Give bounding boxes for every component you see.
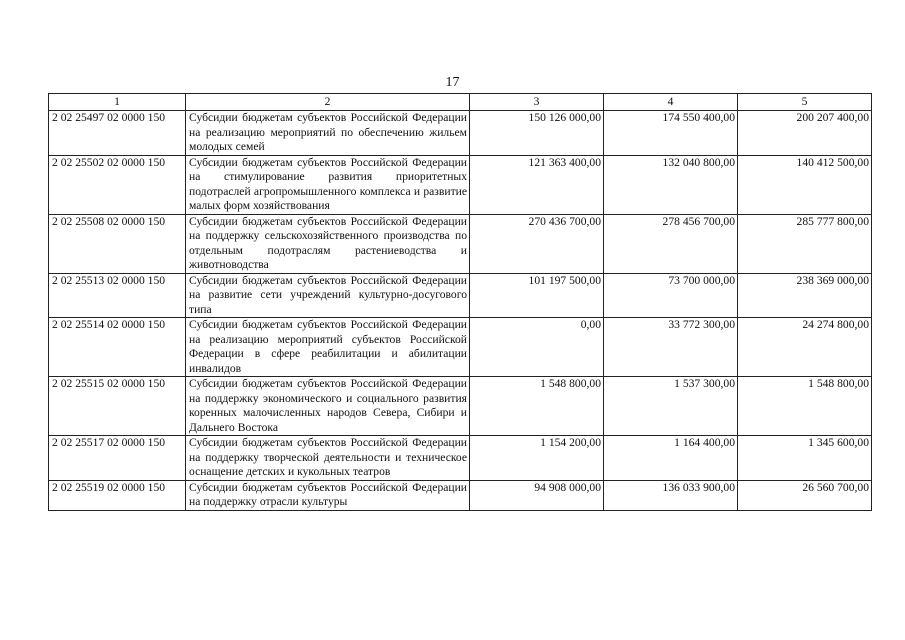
description-cell: Субсидии бюджетам субъектов Российской Федерации на поддержку сельскохозяйственного производства по отдельным подотраслям растениеводства и животноводства bbox=[186, 214, 470, 273]
description-cell: Субсидии бюджетам субъектов Российской Федерации на стимулирование развития приоритетных подотраслей агропромышленного комплекса и развитие малых форм хозяйствования bbox=[186, 155, 470, 214]
amount-col4-cell: 1 537 300,00 bbox=[604, 377, 738, 436]
table-header bbox=[49, 94, 872, 111]
amount-col5-cell: 24 274 800,00 bbox=[738, 318, 872, 377]
amount-col3-cell: 1 548 800,00 bbox=[470, 377, 604, 436]
budget-table bbox=[48, 93, 872, 511]
amount-col4-cell: 132 040 800,00 bbox=[604, 155, 738, 214]
table-row bbox=[49, 377, 872, 436]
description-cell: Субсидии бюджетам субъектов Российской Федерации на реализацию мероприятий по обеспечению жильем молодых семей bbox=[186, 111, 470, 156]
budget-code-cell: 2 02 25513 02 0000 150 bbox=[49, 273, 186, 318]
column-header-5: 5 bbox=[738, 94, 872, 111]
amount-col3-cell: 121 363 400,00 bbox=[470, 155, 604, 214]
amount-col4-cell: 136 033 900,00 bbox=[604, 480, 738, 510]
amount-col5-cell: 238 369 000,00 bbox=[738, 273, 872, 318]
amount-col3-cell: 150 126 000,00 bbox=[470, 111, 604, 156]
column-header-1: 1 bbox=[49, 94, 186, 111]
budget-code-cell: 2 02 25519 02 0000 150 bbox=[49, 480, 186, 510]
amount-col5-cell: 200 207 400,00 bbox=[738, 111, 872, 156]
page-number: 17 bbox=[445, 75, 460, 90]
amount-col5-cell: 26 560 700,00 bbox=[738, 480, 872, 510]
description-cell: Субсидии бюджетам субъектов Российской Федерации на поддержку экономического и социального развития коренных малочисленных народов Севера, Сибири и Дальнего Востока bbox=[186, 377, 470, 436]
table-row bbox=[49, 155, 872, 214]
description-cell: Субсидии бюджетам субъектов Российской Федерации на поддержку отрасли культуры bbox=[186, 480, 470, 510]
amount-col5-cell: 140 412 500,00 bbox=[738, 155, 872, 214]
column-header-3: 3 bbox=[470, 94, 604, 111]
table-body bbox=[49, 111, 872, 511]
amount-col4-cell: 33 772 300,00 bbox=[604, 318, 738, 377]
budget-code-cell: 2 02 25517 02 0000 150 bbox=[49, 436, 186, 481]
amount-col5-cell: 1 345 600,00 bbox=[738, 436, 872, 481]
amount-col3-cell: 94 908 000,00 bbox=[470, 480, 604, 510]
description-cell: Субсидии бюджетам субъектов Российской Федерации на реализацию мероприятий субъектов Российской Федерации в сфере реабилитации и абилитации инвалидов bbox=[186, 318, 470, 377]
amount-col3-cell: 101 197 500,00 bbox=[470, 273, 604, 318]
column-header-4: 4 bbox=[604, 94, 738, 111]
amount-col3-cell: 0,00 bbox=[470, 318, 604, 377]
amount-col5-cell: 1 548 800,00 bbox=[738, 377, 872, 436]
budget-code-cell: 2 02 25515 02 0000 150 bbox=[49, 377, 186, 436]
table-row bbox=[49, 214, 872, 273]
budget-code-cell: 2 02 25514 02 0000 150 bbox=[49, 318, 186, 377]
budget-code-cell: 2 02 25502 02 0000 150 bbox=[49, 155, 186, 214]
table-row bbox=[49, 111, 872, 156]
table-row bbox=[49, 318, 872, 377]
table-row bbox=[49, 436, 872, 481]
budget-code-cell: 2 02 25508 02 0000 150 bbox=[49, 214, 186, 273]
budget-code-cell: 2 02 25497 02 0000 150 bbox=[49, 111, 186, 156]
header-row bbox=[49, 94, 872, 111]
amount-col5-cell: 285 777 800,00 bbox=[738, 214, 872, 273]
table-row bbox=[49, 480, 872, 510]
amount-col4-cell: 73 700 000,00 bbox=[604, 273, 738, 318]
amount-col3-cell: 270 436 700,00 bbox=[470, 214, 604, 273]
description-cell: Субсидии бюджетам субъектов Российской Федерации на развитие сети учреждений культурно-досугового типа bbox=[186, 273, 470, 318]
description-cell: Субсидии бюджетам субъектов Российской Федерации на поддержку творческой деятельности и техническое оснащение детских и кукольных театров bbox=[186, 436, 470, 481]
amount-col4-cell: 1 164 400,00 bbox=[604, 436, 738, 481]
amount-col4-cell: 174 550 400,00 bbox=[604, 111, 738, 156]
column-header-2: 2 bbox=[186, 94, 470, 111]
amount-col4-cell: 278 456 700,00 bbox=[604, 214, 738, 273]
table-row bbox=[49, 273, 872, 318]
amount-col3-cell: 1 154 200,00 bbox=[470, 436, 604, 481]
